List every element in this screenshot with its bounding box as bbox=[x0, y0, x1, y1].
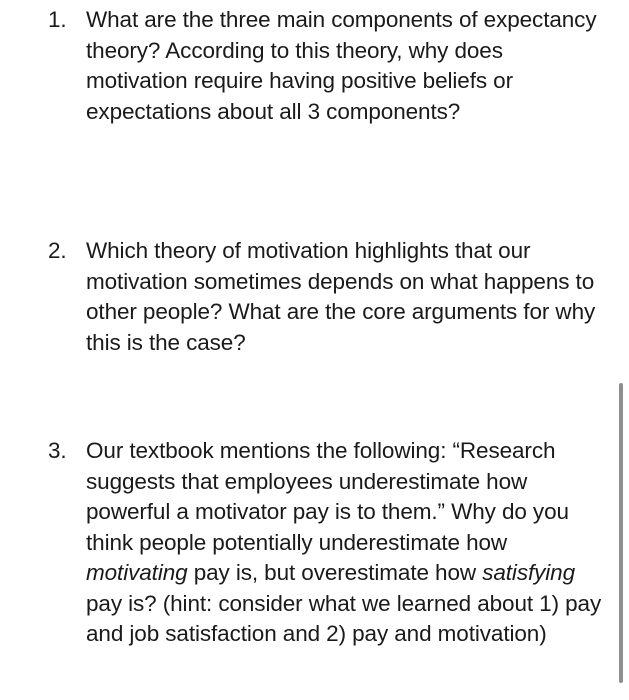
question-number: 1. bbox=[48, 7, 67, 32]
question-text-part: pay is, but overestimate how bbox=[187, 560, 483, 585]
question-number: 2. bbox=[48, 238, 67, 263]
question-2 bbox=[48, 236, 608, 358]
question-text bbox=[86, 436, 608, 650]
question-text: Which theory of motivation highlights that our motivation sometimes depends on what happens to other people? What are the core arguments for why this is the case? bbox=[86, 238, 596, 355]
question-text-part: pay is? (hint: consider what we learned about 1) pay and job satisfaction and 2) pay and motivation) bbox=[86, 590, 602, 646]
question-1 bbox=[48, 5, 608, 127]
question-text-part: Our textbook mentions the following: “Research suggests that employees underestimate how powerful a motivator pay is to them.” Why do you think people potentially underestimate how bbox=[86, 438, 569, 555]
question-number: 3. bbox=[48, 438, 67, 463]
emphasized-word: satisfying bbox=[482, 560, 575, 585]
question-text: What are the three main components of expectancy theory? According to this theory, why does motivation require having positive beliefs or expectations about all 3 components? bbox=[86, 7, 597, 124]
emphasized-word: motivating bbox=[86, 560, 188, 585]
question-3 bbox=[48, 436, 608, 650]
vertical-scrollbar[interactable] bbox=[619, 383, 623, 683]
